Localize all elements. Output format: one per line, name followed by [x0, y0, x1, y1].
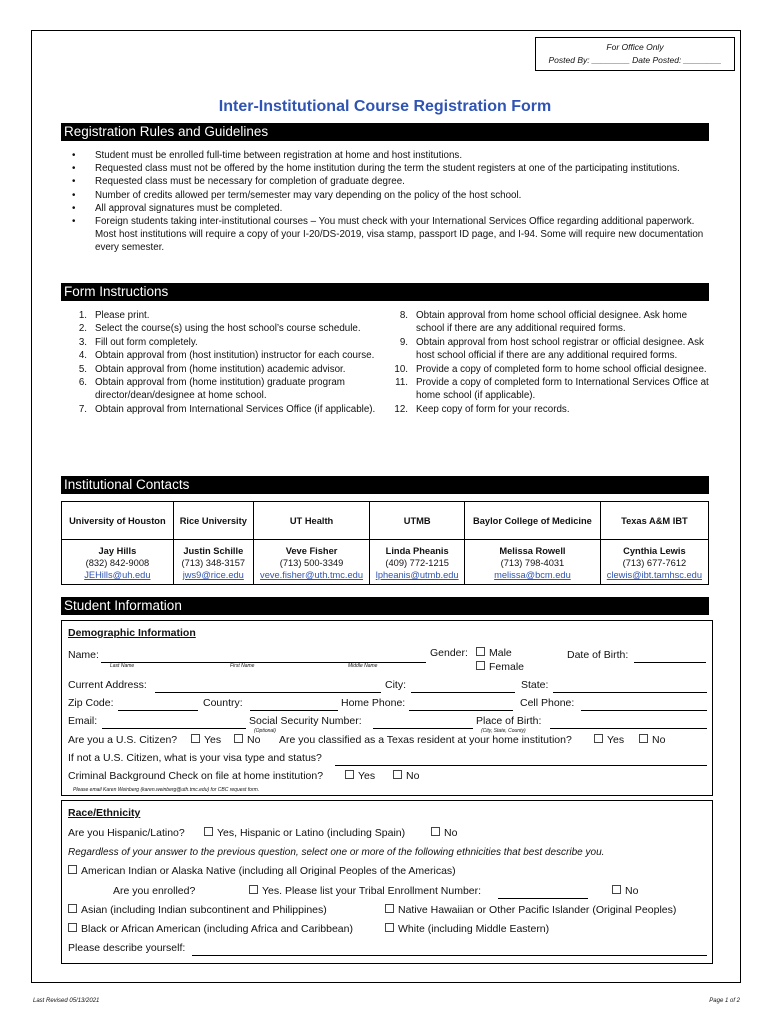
male-checkbox[interactable] [476, 647, 485, 656]
tribal-number-field[interactable] [498, 897, 588, 899]
instruction-text: Provide a copy of completed form to home school official designee. [416, 363, 707, 375]
ethnicity-instruction: Regardless of your answer to the previous question, select one or more of the following ethnicities that best describe you. [68, 847, 605, 858]
instruction-text: Obtain approval from (home institution) graduate program director/dean/designee at home school. [95, 377, 345, 402]
contact-email-link[interactable]: veve.fisher@uth.tmc.edu [260, 570, 364, 580]
instruction-text: Keep copy of form for your records. [416, 403, 570, 415]
instruction-number: 6. [78, 377, 87, 389]
citizen-yes-option[interactable] [191, 734, 221, 746]
female-label: Female [489, 661, 525, 673]
cell-phone-field[interactable] [581, 709, 707, 711]
instruction-number: 10. [394, 363, 408, 375]
enrolled-no-checkbox[interactable] [612, 885, 621, 894]
ssn-field[interactable] [373, 727, 473, 729]
city-label: City: [385, 679, 406, 691]
page-number: Page 1 of 2 [709, 998, 740, 1004]
contact-cell [465, 540, 601, 585]
hispanic-yes-label: Yes, Hispanic or Latino (including Spain) [217, 827, 406, 839]
instruction-item [71, 336, 393, 349]
black-option[interactable] [68, 923, 353, 935]
contact-email-link[interactable]: melissa@bcm.edu [494, 570, 571, 580]
describe-field[interactable] [192, 954, 707, 956]
rule-item: • Requested class must be necessary for completion of graduate degree. [67, 175, 707, 188]
pob-label: Place of Birth: [476, 715, 542, 727]
resident-no-option[interactable] [639, 734, 665, 746]
instruction-number: 12. [394, 403, 408, 415]
hispanic-yes-checkbox[interactable] [204, 827, 213, 836]
black-label: Black or African American (including Africa and Caribbean) [81, 923, 353, 935]
posted-by-line: Posted By: ________ Date Posted: ________ [548, 55, 722, 65]
pob-field[interactable] [550, 727, 707, 729]
gender-label: Gender: [430, 647, 468, 659]
cell-phone-label: Cell Phone: [520, 697, 575, 709]
institution-name: Baylor College of Medicine [465, 502, 601, 540]
contact-name: Melissa Rowell [499, 546, 566, 556]
citizen-no-checkbox[interactable] [234, 734, 243, 743]
citizen-no-label: No [247, 734, 261, 746]
instruction-number: 4. [78, 350, 87, 362]
instructions-heading: Form Instructions [61, 283, 709, 301]
race-ethnicity-section [61, 800, 713, 964]
instruction-text: Please print. [95, 310, 150, 321]
address-label: Current Address: [68, 679, 147, 691]
contacts-header-row [62, 502, 709, 540]
form-title: Inter-Institutional Course Registration Form [218, 98, 552, 115]
background-check-question: Criminal Background Check on file at home institution? [68, 770, 324, 782]
home-phone-label: Home Phone: [341, 697, 406, 709]
zip-field[interactable] [118, 709, 198, 711]
contacts-table [61, 501, 709, 585]
demographic-section [61, 620, 713, 796]
citizen-yes-label: Yes [204, 734, 222, 746]
citizen-no-option[interactable] [234, 734, 260, 746]
contacts-heading: Institutional Contacts [61, 476, 709, 494]
instruction-item [392, 376, 714, 403]
asian-option[interactable] [68, 904, 327, 916]
name-label: Name: [68, 649, 99, 661]
instruction-text: Obtain approval from home school official designee. Ask home school if there are any additional required forms. [416, 310, 688, 335]
black-checkbox[interactable] [68, 923, 77, 932]
contact-cell [253, 540, 370, 585]
background-no-checkbox[interactable] [393, 770, 402, 779]
native-american-checkbox[interactable] [68, 865, 77, 874]
instruction-number: 3. [78, 336, 87, 348]
contact-cell [173, 540, 253, 585]
hawaiian-label: Native Hawaiian or Other Pacific Islander (Original Peoples) [398, 904, 677, 916]
instruction-item [71, 403, 393, 416]
instruction-item [392, 363, 714, 376]
instructions-right-list [392, 309, 714, 416]
resident-no-label: No [652, 734, 666, 746]
hispanic-question: Are you Hispanic/Latino? [68, 827, 185, 839]
gender-male-option[interactable] [476, 647, 512, 659]
instruction-item [71, 363, 393, 376]
office-use-label: For Office Only [606, 42, 664, 52]
background-no-option[interactable] [393, 770, 419, 782]
contact-phone: (409) 772-1215 [385, 558, 449, 568]
male-label: Male [489, 647, 512, 659]
instruction-text: Provide a copy of completed form to International Services Office at home school (if applicable). [416, 377, 709, 402]
enrolled-yes-option[interactable] [249, 885, 481, 897]
background-yes-label: Yes [358, 770, 376, 782]
instruction-number: 7. [78, 403, 87, 415]
white-option[interactable] [385, 923, 549, 935]
instruction-number: 11. [395, 377, 408, 389]
instruction-item [392, 336, 714, 363]
citizen-question: Are you a U.S. Citizen? [68, 734, 178, 746]
contact-phone: (713) 677-7612 [622, 558, 687, 568]
state-field[interactable] [553, 691, 707, 693]
describe-label: Please describe yourself: [68, 942, 186, 954]
state-label: State: [521, 679, 549, 691]
enrolled-question: Are you enrolled? [113, 885, 196, 897]
contact-name: Linda Pheanis [385, 546, 449, 556]
office-use-box [535, 37, 735, 71]
email-label: Email: [68, 715, 98, 727]
background-yes-option[interactable] [345, 770, 375, 782]
hawaiian-option[interactable] [385, 904, 676, 916]
native-american-option[interactable] [68, 865, 456, 877]
hispanic-yes-option[interactable] [204, 827, 405, 839]
resident-question: Are you classified as a Texas resident at your home institution? [279, 734, 572, 746]
pob-hint: (City, State, County) [481, 728, 526, 734]
first-name-hint: First Name [230, 663, 255, 669]
contact-email-link[interactable]: jws9@rice.edu [182, 570, 244, 580]
rules-heading: Registration Rules and Guidelines [61, 123, 709, 141]
enrolled-yes-label: Yes. Please list your Tribal Enrollment Number: [262, 885, 482, 897]
enrolled-no-option[interactable] [612, 885, 638, 897]
dob-label: Date of Birth: [567, 649, 629, 661]
instruction-text: Select the course(s) using the host school’s course schedule. [95, 323, 361, 335]
student-info-heading: Student Information [61, 597, 709, 615]
hispanic-no-option[interactable] [431, 827, 457, 839]
visa-question: If not a U.S. Citizen, what is your visa type and status? [68, 752, 322, 764]
rule-item: • Foreign students taking inter-institutional courses – You must check with your International Services Office regarding additional paperwork. Most host institutions will require a copy of your I-20/DS-2019, visa stamp, passport ID page, and I-94. Some will require new documentation every semester. [67, 215, 707, 255]
dob-field[interactable] [634, 661, 706, 663]
contact-phone: (832) 842-9008 [85, 558, 150, 568]
rules-list [67, 149, 707, 255]
contact-phone: (713) 348-3157 [181, 558, 246, 568]
ssn-label: Social Security Number: [249, 715, 362, 727]
institution-name: UT Health [253, 502, 370, 540]
hawaiian-checkbox[interactable] [385, 904, 394, 913]
institution-name: Rice University [173, 502, 253, 540]
contact-name: Jay Hills [98, 546, 137, 556]
contact-email-link[interactable]: clewis@ibt.tamhsc.edu [606, 570, 703, 580]
enrolled-no-label: No [625, 885, 639, 897]
instruction-text: Obtain approval from host school registrar or official designee. Ask host school official if there are any additional required forms. [416, 336, 704, 362]
instruction-item [392, 309, 714, 336]
resident-no-checkbox[interactable] [639, 734, 648, 743]
country-field[interactable] [250, 709, 338, 711]
instruction-number: 8. [399, 310, 408, 321]
background-no-label: No [406, 770, 420, 782]
instruction-text: Obtain approval from (home institution) academic advisor. [95, 363, 346, 375]
resident-yes-label: Yes [607, 734, 625, 746]
ssn-optional-hint: (Optional) [254, 728, 276, 734]
asian-checkbox[interactable] [68, 904, 77, 913]
hispanic-no-label: No [444, 827, 458, 839]
contacts-person-row [62, 540, 709, 585]
instruction-item [71, 309, 393, 322]
instruction-item [71, 376, 393, 403]
background-yes-checkbox[interactable] [345, 770, 354, 779]
home-phone-field[interactable] [409, 709, 513, 711]
enrolled-yes-checkbox[interactable] [249, 885, 258, 894]
race-heading: Race/Ethnicity [68, 807, 141, 819]
instruction-text: Obtain approval from (host institution) instructor for each course. [95, 350, 375, 362]
contact-cell [370, 540, 465, 585]
hispanic-no-checkbox[interactable] [431, 827, 440, 836]
contact-email-link[interactable]: JEHills@uh.edu [84, 570, 151, 580]
instruction-number: 1. [78, 310, 87, 321]
instruction-text: Obtain approval from International Services Office (if applicable). [95, 403, 376, 415]
resident-yes-checkbox[interactable] [594, 734, 603, 743]
instruction-item [71, 349, 393, 362]
rule-item: • Student must be enrolled full-time between registration at home and host institutions. [67, 149, 707, 162]
zip-label: Zip Code: [68, 697, 114, 709]
rule-item: • Requested class must not be offered by the home institution during the term the student registers at one of the participating institutions. [67, 162, 707, 175]
email-field[interactable] [102, 727, 246, 729]
institution-name: UTMB [370, 502, 465, 540]
gender-female-option[interactable] [476, 661, 524, 673]
rule-item: • Number of credits allowed per term/semester may vary depending on the policy of the host school. [67, 189, 707, 202]
contact-cell [600, 540, 708, 585]
city-field[interactable] [411, 691, 515, 693]
female-checkbox[interactable] [476, 661, 485, 670]
demographic-heading: Demographic Information [68, 627, 196, 639]
native-american-label: American Indian or Alaska Native (including all Original Peoples of the Americas) [81, 865, 456, 877]
last-name-hint: Last Name [110, 663, 135, 669]
middle-name-hint: Middle Name [348, 663, 378, 669]
background-note: Please email Karen Weinberg (karen.weinberg@uth.tmc.edu) for CBC request form. [73, 787, 260, 793]
visa-field[interactable] [335, 764, 707, 766]
citizen-yes-checkbox[interactable] [191, 734, 200, 743]
institution-name: Texas A&M IBT [600, 502, 708, 540]
instruction-number: 2. [78, 323, 87, 335]
instruction-number: 5. [78, 363, 87, 375]
country-label: Country: [203, 697, 243, 709]
contact-phone: (713) 500-3349 [279, 558, 344, 568]
contact-name: Veve Fisher [285, 546, 338, 556]
last-revised: Last Revised 05/13/2021 [33, 998, 100, 1004]
white-label: White (including Middle Eastern) [398, 923, 550, 935]
contact-name: Cynthia Lewis [623, 546, 686, 556]
resident-yes-option[interactable] [594, 734, 624, 746]
instruction-text: Fill out form completely. [95, 336, 198, 348]
instruction-item [71, 322, 393, 335]
contact-email-link[interactable]: lpheanis@utmb.edu [375, 570, 459, 580]
instruction-item [392, 403, 714, 416]
asian-label: Asian (including Indian subcontinent and Philippines) [81, 904, 327, 916]
instruction-number: 9. [399, 336, 408, 348]
white-checkbox[interactable] [385, 923, 394, 932]
contact-cell [62, 540, 174, 585]
contact-name: Justin Schille [183, 546, 244, 556]
institution-name: University of Houston [62, 502, 174, 540]
address-field[interactable] [155, 691, 381, 693]
rule-item: • All approval signatures must be completed. [67, 202, 707, 215]
instructions-left-list [71, 309, 393, 416]
contact-phone: (713) 798-4031 [500, 558, 565, 568]
